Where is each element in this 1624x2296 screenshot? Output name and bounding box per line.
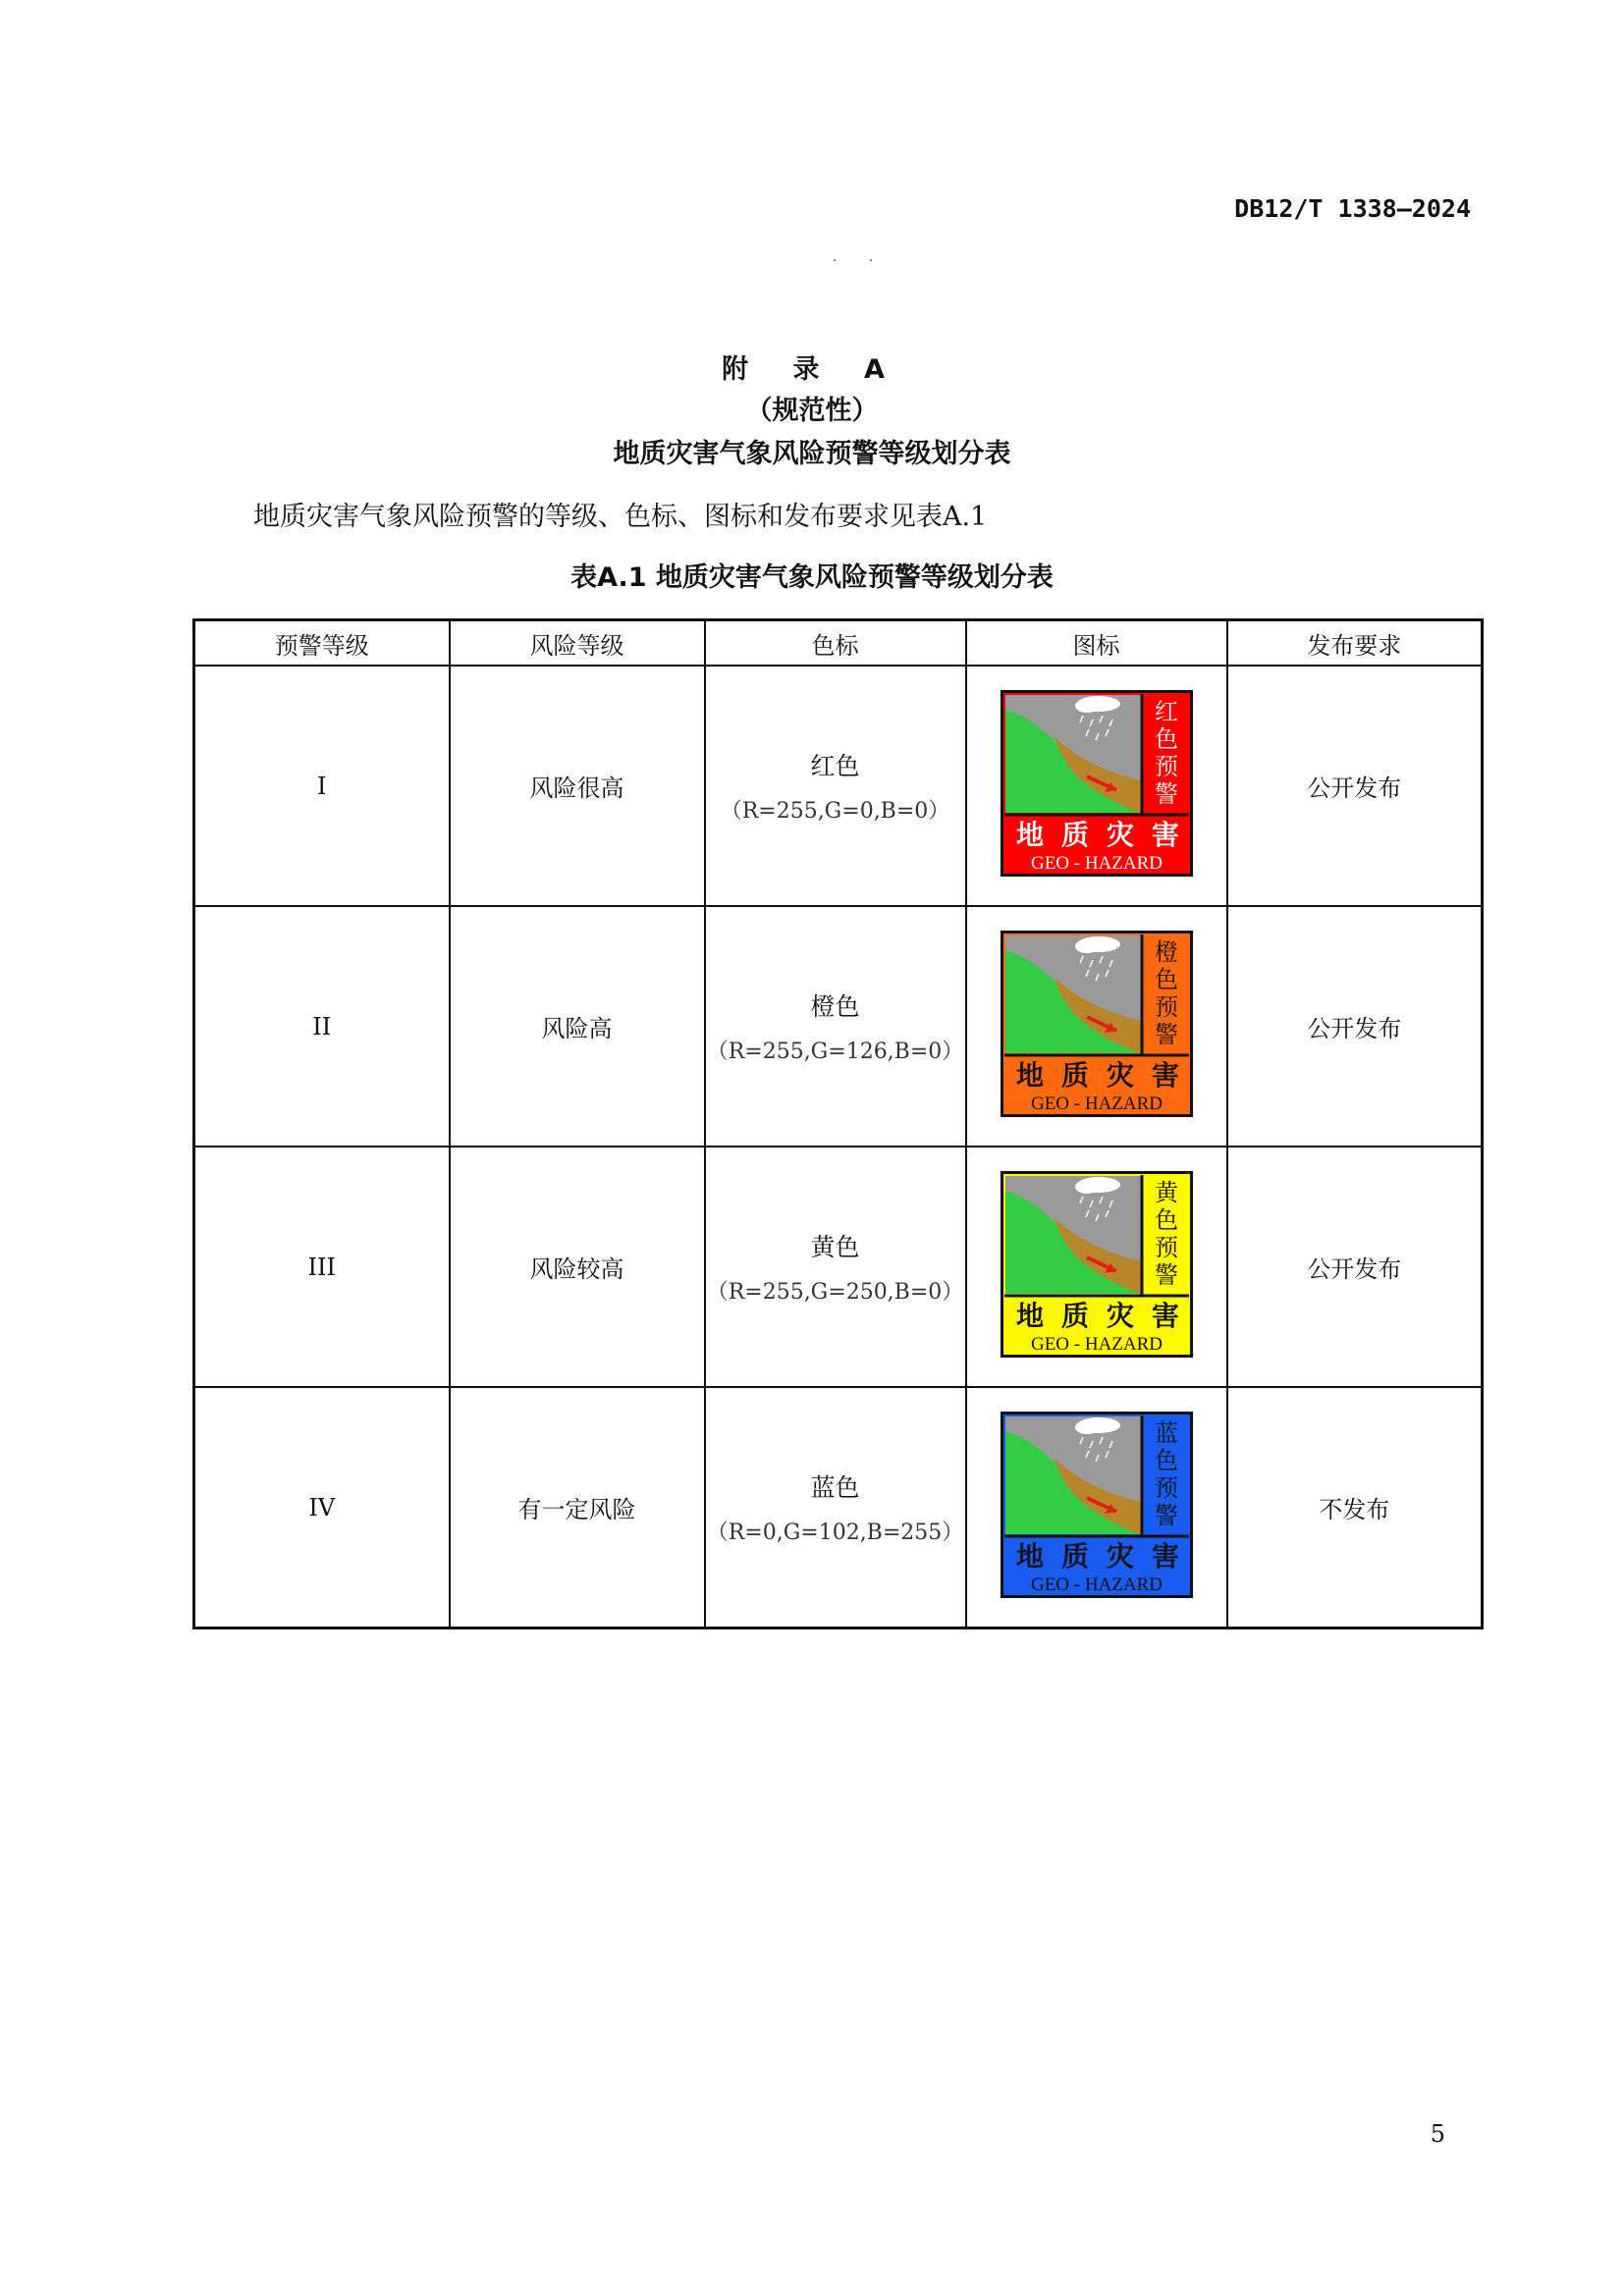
cloud-shape [1075, 1180, 1099, 1194]
hazard-main-char: 害 [1151, 1299, 1179, 1332]
warning-label-char: 警 [1154, 1260, 1178, 1289]
table-row [194, 666, 1483, 906]
appendix-nature: （规范性） [745, 396, 879, 426]
hazard-main-char: 害 [1151, 1539, 1179, 1573]
warning-label-char: 黄 [1154, 1178, 1178, 1206]
hazard-sub-text: GEO - HAZARD [1030, 1574, 1163, 1595]
icon-cell [966, 1147, 1227, 1387]
release-cell: 公开发布 [1227, 906, 1483, 1147]
document-code: DB12/T 1338—2024 [1234, 194, 1471, 223]
geo-hazard-red-icon [1001, 690, 1193, 877]
warning-label-char: 色 [1154, 1446, 1178, 1474]
icon-cell [966, 1387, 1227, 1629]
geo-hazard-yellow-icon [1001, 1171, 1193, 1358]
warning-label-char: 警 [1154, 779, 1178, 808]
color-name: 蓝色 [810, 1473, 860, 1502]
hazard-main-char: 地 [1015, 1058, 1044, 1092]
hazard-main-char: 质 [1060, 1299, 1089, 1332]
column-header-icon: 图标 [966, 620, 1227, 667]
hazard-main-char: 灾 [1106, 818, 1134, 851]
warning-label-char: 预 [1154, 752, 1178, 780]
warning-label-char: 色 [1154, 965, 1178, 993]
appendix-title: 附 录 A [722, 354, 902, 385]
hazard-main-char: 地 [1015, 1299, 1044, 1332]
rgb-value: （R=255,G=0,B=0） [720, 799, 950, 824]
table-row [194, 906, 1483, 1147]
color-code-cell [705, 906, 966, 1147]
hazard-sub-text: GEO - HAZARD [1030, 1093, 1163, 1114]
hazard-main-char: 地 [1015, 818, 1044, 851]
warning-label-char: 色 [1154, 1205, 1178, 1234]
hazard-main-char: 质 [1060, 1058, 1089, 1092]
column-header-risk-level: 风险等级 [450, 620, 705, 667]
release-cell: 不发布 [1227, 1387, 1483, 1629]
color-name: 橙色 [810, 992, 860, 1021]
cloud-shape [1075, 939, 1099, 953]
warning-level-cell: I [194, 666, 450, 906]
warning-label-char: 警 [1154, 1501, 1178, 1529]
appendix-subtitle: 地质灾害气象风险预警等级划分表 [613, 439, 1011, 469]
hazard-main-char: 灾 [1106, 1299, 1134, 1332]
color-code-cell [705, 666, 966, 906]
warning-label-char: 预 [1154, 992, 1178, 1021]
warning-label-char: 预 [1154, 1233, 1178, 1261]
warning-level-cell: II [194, 906, 450, 1147]
warning-label-char: 色 [1154, 724, 1178, 753]
icon-cell [966, 666, 1227, 906]
hazard-main-char: 地 [1015, 1539, 1044, 1573]
table-row [194, 1147, 1483, 1387]
risk-level-cell: 风险很高 [450, 666, 705, 906]
geo-hazard-orange-icon [1001, 931, 1193, 1117]
cloud-shape [1075, 699, 1099, 713]
color-code-cell [705, 1387, 966, 1629]
hazard-sub-text: GEO - HAZARD [1030, 852, 1163, 874]
column-header-warning-level: 预警等级 [194, 620, 450, 667]
release-cell: 公开发布 [1227, 1147, 1483, 1387]
geo-hazard-yellow-icon-graphic [1001, 1171, 1193, 1358]
warning-level-cell: III [194, 1147, 450, 1387]
risk-level-cell: 有一定风险 [450, 1387, 705, 1629]
warning-label-char: 橙 [1154, 937, 1178, 966]
color-name: 黄色 [810, 1233, 860, 1261]
release-cell: 公开发布 [1227, 666, 1483, 906]
risk-level-cell: 风险高 [450, 906, 705, 1147]
column-header-color-code: 色标 [705, 620, 966, 667]
warning-level-table [192, 618, 1484, 1629]
table-row [194, 1387, 1483, 1629]
warning-label-char: 预 [1154, 1473, 1178, 1502]
column-header-release: 发布要求 [1227, 620, 1483, 667]
header-dots: · · [833, 253, 888, 269]
geo-hazard-blue-icon [1001, 1412, 1193, 1598]
hazard-main-char: 害 [1151, 1058, 1179, 1092]
geo-hazard-red-icon-graphic [1001, 690, 1193, 877]
hazard-main-char: 灾 [1106, 1539, 1134, 1573]
rgb-value: （R=0,G=102,B=255） [706, 1521, 964, 1545]
risk-level-cell: 风险较高 [450, 1147, 705, 1387]
hazard-sub-text: GEO - HAZARD [1030, 1333, 1163, 1355]
warning-label-char: 警 [1154, 1020, 1178, 1048]
hazard-main-char: 灾 [1106, 1058, 1134, 1092]
page-number: 5 [1430, 2120, 1445, 2148]
intro-paragraph: 地质灾害气象风险预警的等级、色标、图标和发布要求见表A.1 [253, 502, 988, 532]
geo-hazard-orange-icon-graphic [1001, 931, 1193, 1117]
color-code-cell [705, 1147, 966, 1387]
hazard-main-char: 质 [1060, 818, 1089, 851]
warning-label-char: 红 [1154, 697, 1178, 725]
icon-cell [966, 906, 1227, 1147]
geo-hazard-blue-icon-graphic [1001, 1412, 1193, 1598]
color-name: 红色 [810, 752, 860, 780]
warning-label-char: 蓝 [1154, 1418, 1178, 1447]
rgb-value: （R=255,G=250,B=0） [706, 1280, 964, 1305]
table-header-row [194, 620, 1483, 667]
rgb-value: （R=255,G=126,B=0） [706, 1040, 964, 1064]
hazard-main-char: 害 [1151, 818, 1179, 851]
table-caption: 表A.1 地质灾害气象风险预警等级划分表 [570, 562, 1054, 593]
warning-level-cell: IV [194, 1387, 450, 1629]
hazard-main-char: 质 [1060, 1539, 1089, 1573]
cloud-shape [1075, 1420, 1099, 1434]
